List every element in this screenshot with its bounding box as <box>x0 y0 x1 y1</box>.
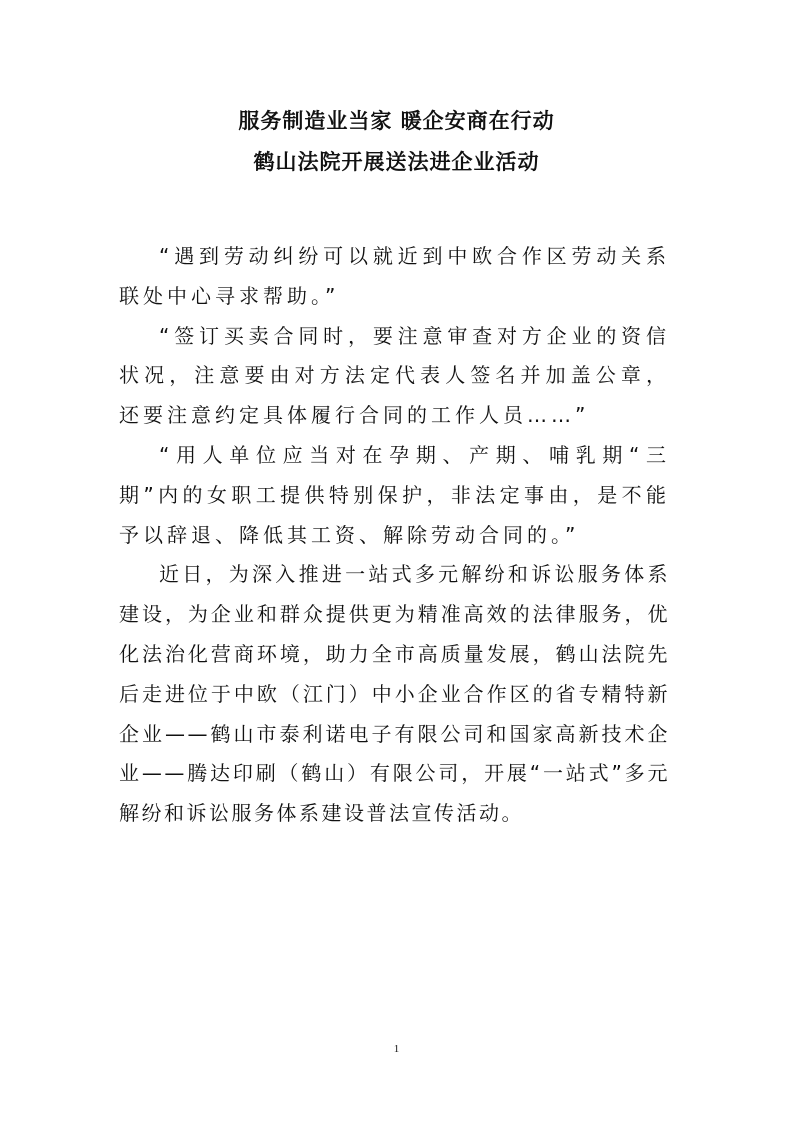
paragraph-court-activity: 近日，为深入推进一站式多元解纷和诉讼服务体系建设，为企业和群众提供更为精准高效的法律服务，优化法治化营商环境，助力全市高质量发展，鹤山法院先后走进位于中欧（江门）中小企业合作区的省专精特新企业——鹤山市泰利诺电子有限公司和国家高新技术企业——腾达印刷（鹤山）有限公司，开展“一站式”多元解纷和诉讼服务体系建设普法宣传活动。 <box>119 562 670 826</box>
title-line-1: 服务制造业当家 暖企安商在行动 <box>238 109 555 133</box>
title-line-2: 鹤山法院开展送法进企业活动 <box>253 150 540 174</box>
paragraph-labor-dispute: “遇到劳动纠纷可以就近到中欧合作区劳动关系联处中心寻求帮助。” <box>119 244 670 308</box>
paragraph-sales-contract: “签订买卖合同时，要注意审查对方企业的资信状况，注意要由对方法定代表人签名并加盖公章，还要注意约定具体履行合同的工作人员……” <box>119 323 670 428</box>
paragraph-female-employees: “用人单位应当对在孕期、产期、哺乳期“三期”内的女职工提供特别保护，非法定事由，是不能予以辞退、降低其工资、解除劳动合同的。” <box>119 442 670 547</box>
page-number: 1 <box>393 1043 400 1055</box>
document-body <box>119 237 670 834</box>
document-title <box>0 101 793 183</box>
